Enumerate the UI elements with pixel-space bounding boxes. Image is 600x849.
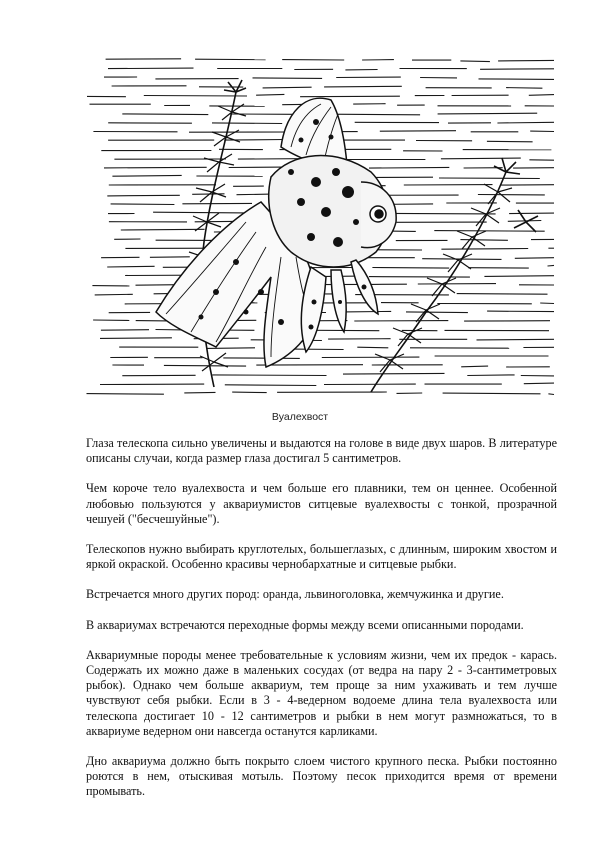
hatch-line (164, 365, 246, 366)
hatch-line (225, 385, 316, 386)
hatch-line (524, 383, 554, 384)
hatch-line (195, 59, 266, 60)
hatch-line (212, 375, 326, 376)
hatch-line (372, 268, 449, 269)
right-plant (371, 158, 538, 392)
paragraph: Дно аквариума должно быть покрыто слоем чистого крупного песка. Рыбки постоянно роются в нем, отыскивая мотыль. Поэтому песок приходится время от времени промывать. (86, 754, 557, 799)
paragraph: Встречается много других пород: оранда, львиноголовка, жемчужинка и другие. (86, 587, 504, 602)
hatch-line (438, 113, 538, 114)
hatch-line (153, 212, 247, 213)
hatch-line (506, 88, 542, 89)
hatch-line (461, 366, 488, 367)
hatch-line (441, 249, 528, 250)
hatch-line (443, 393, 541, 394)
hatch-line (480, 69, 554, 70)
hatch-line (406, 312, 468, 313)
hatch-line (515, 258, 554, 259)
hatch-line (104, 167, 207, 168)
hatch-line (434, 231, 544, 232)
hatch-line (232, 392, 267, 393)
hatch-line (529, 95, 554, 96)
paragraph: В аквариумах встречаются переходные формы между всеми описанными породами. (86, 617, 524, 632)
hatch-line (498, 60, 554, 61)
hatch-line (487, 141, 533, 142)
hatch-line (439, 178, 540, 179)
hatch-line (497, 122, 554, 123)
hatch-line (477, 339, 555, 340)
hatch-line (108, 68, 194, 69)
hatch-line (441, 158, 521, 159)
hatch-line (263, 87, 312, 88)
hatch-line (343, 373, 445, 374)
hatch-line (95, 294, 133, 295)
hatch-line (369, 167, 449, 168)
hatch-line (87, 394, 164, 395)
hatch-line (111, 204, 175, 205)
hatch-line (484, 276, 554, 277)
article-body (86, 436, 557, 815)
goldfish-illustration (86, 52, 556, 412)
hatch-line (343, 311, 391, 312)
hatch-line (357, 347, 388, 348)
hatch-line (223, 358, 299, 359)
paragraph: Телескопов нужно выбирать круглотелых, большеглазых, с длинным, широким хвостом и яркой окраской. Особенно красивы чернобархатные и ситцевые рыбки. (86, 542, 557, 572)
hatch-line (369, 277, 470, 278)
hatch-line (324, 86, 402, 87)
hatch-line (207, 348, 255, 349)
hatch-line (540, 303, 554, 304)
hatch-line (237, 194, 272, 195)
hatch-line (487, 311, 554, 312)
paragraph: Аквариумные породы менее требовательные к условиям жизни, чем их предок - карась. Содержать их можно даже в маленьких сосудах (от ведра на пару 2 - 3-сантиметровых рыбок). Однако чем больше аквариум, тем проще за ним ухаживать и тем лучше чувствуют себя рыбки. Если в 3 - 4-ведерном водоеме длина тела вуалехвоста или телескопа достигает 10 - 12 сантиметров и рыбки в нем могут размножаться, то в аквариуме ведерном они навсегда останутся карликами. (86, 647, 557, 738)
hatch-line (467, 375, 514, 376)
hatch-line (112, 175, 181, 176)
hatch-line (212, 123, 282, 124)
hatch-line (380, 131, 456, 132)
hatch-line (184, 392, 215, 393)
hatch-line (121, 229, 205, 230)
hatch-line (122, 114, 208, 115)
hatch-line (256, 94, 284, 95)
paragraph: Глаза телескопа сильно увеличены и выдаются на голове в виде двух шаров. В литературе описаны случаи, когда размер глаза достигал 5 сантиметров. (86, 436, 557, 466)
hatch-line (548, 394, 554, 395)
hatch-line (150, 257, 190, 258)
hatch-line (136, 285, 179, 286)
paragraph: Чем короче тело вуалехвоста и чем больше его плавники, тем он ценнее. Особенной любовью пользуются у аквариумистов ситцевые вуалехвосты с тонкой, прозрачной чешуей ("бесчешуйные"). (86, 481, 557, 526)
hatch-line (389, 213, 496, 214)
hatch-line (460, 61, 490, 62)
hatch-line (479, 79, 555, 80)
figure-caption: Вуалехвост (271, 411, 329, 423)
hatch-line (509, 213, 554, 214)
hatch-line (548, 265, 555, 266)
hatch-line (101, 330, 149, 331)
hatch-line (107, 266, 154, 267)
hatch-line (100, 338, 172, 339)
hatch-line (460, 240, 508, 241)
hatch-line (457, 294, 548, 295)
hatch-line (107, 195, 180, 196)
hatch-line (93, 320, 129, 321)
goldfish (156, 98, 396, 367)
hatch-line (253, 78, 323, 79)
hatch-line (144, 96, 247, 97)
hatch-line (300, 96, 400, 97)
